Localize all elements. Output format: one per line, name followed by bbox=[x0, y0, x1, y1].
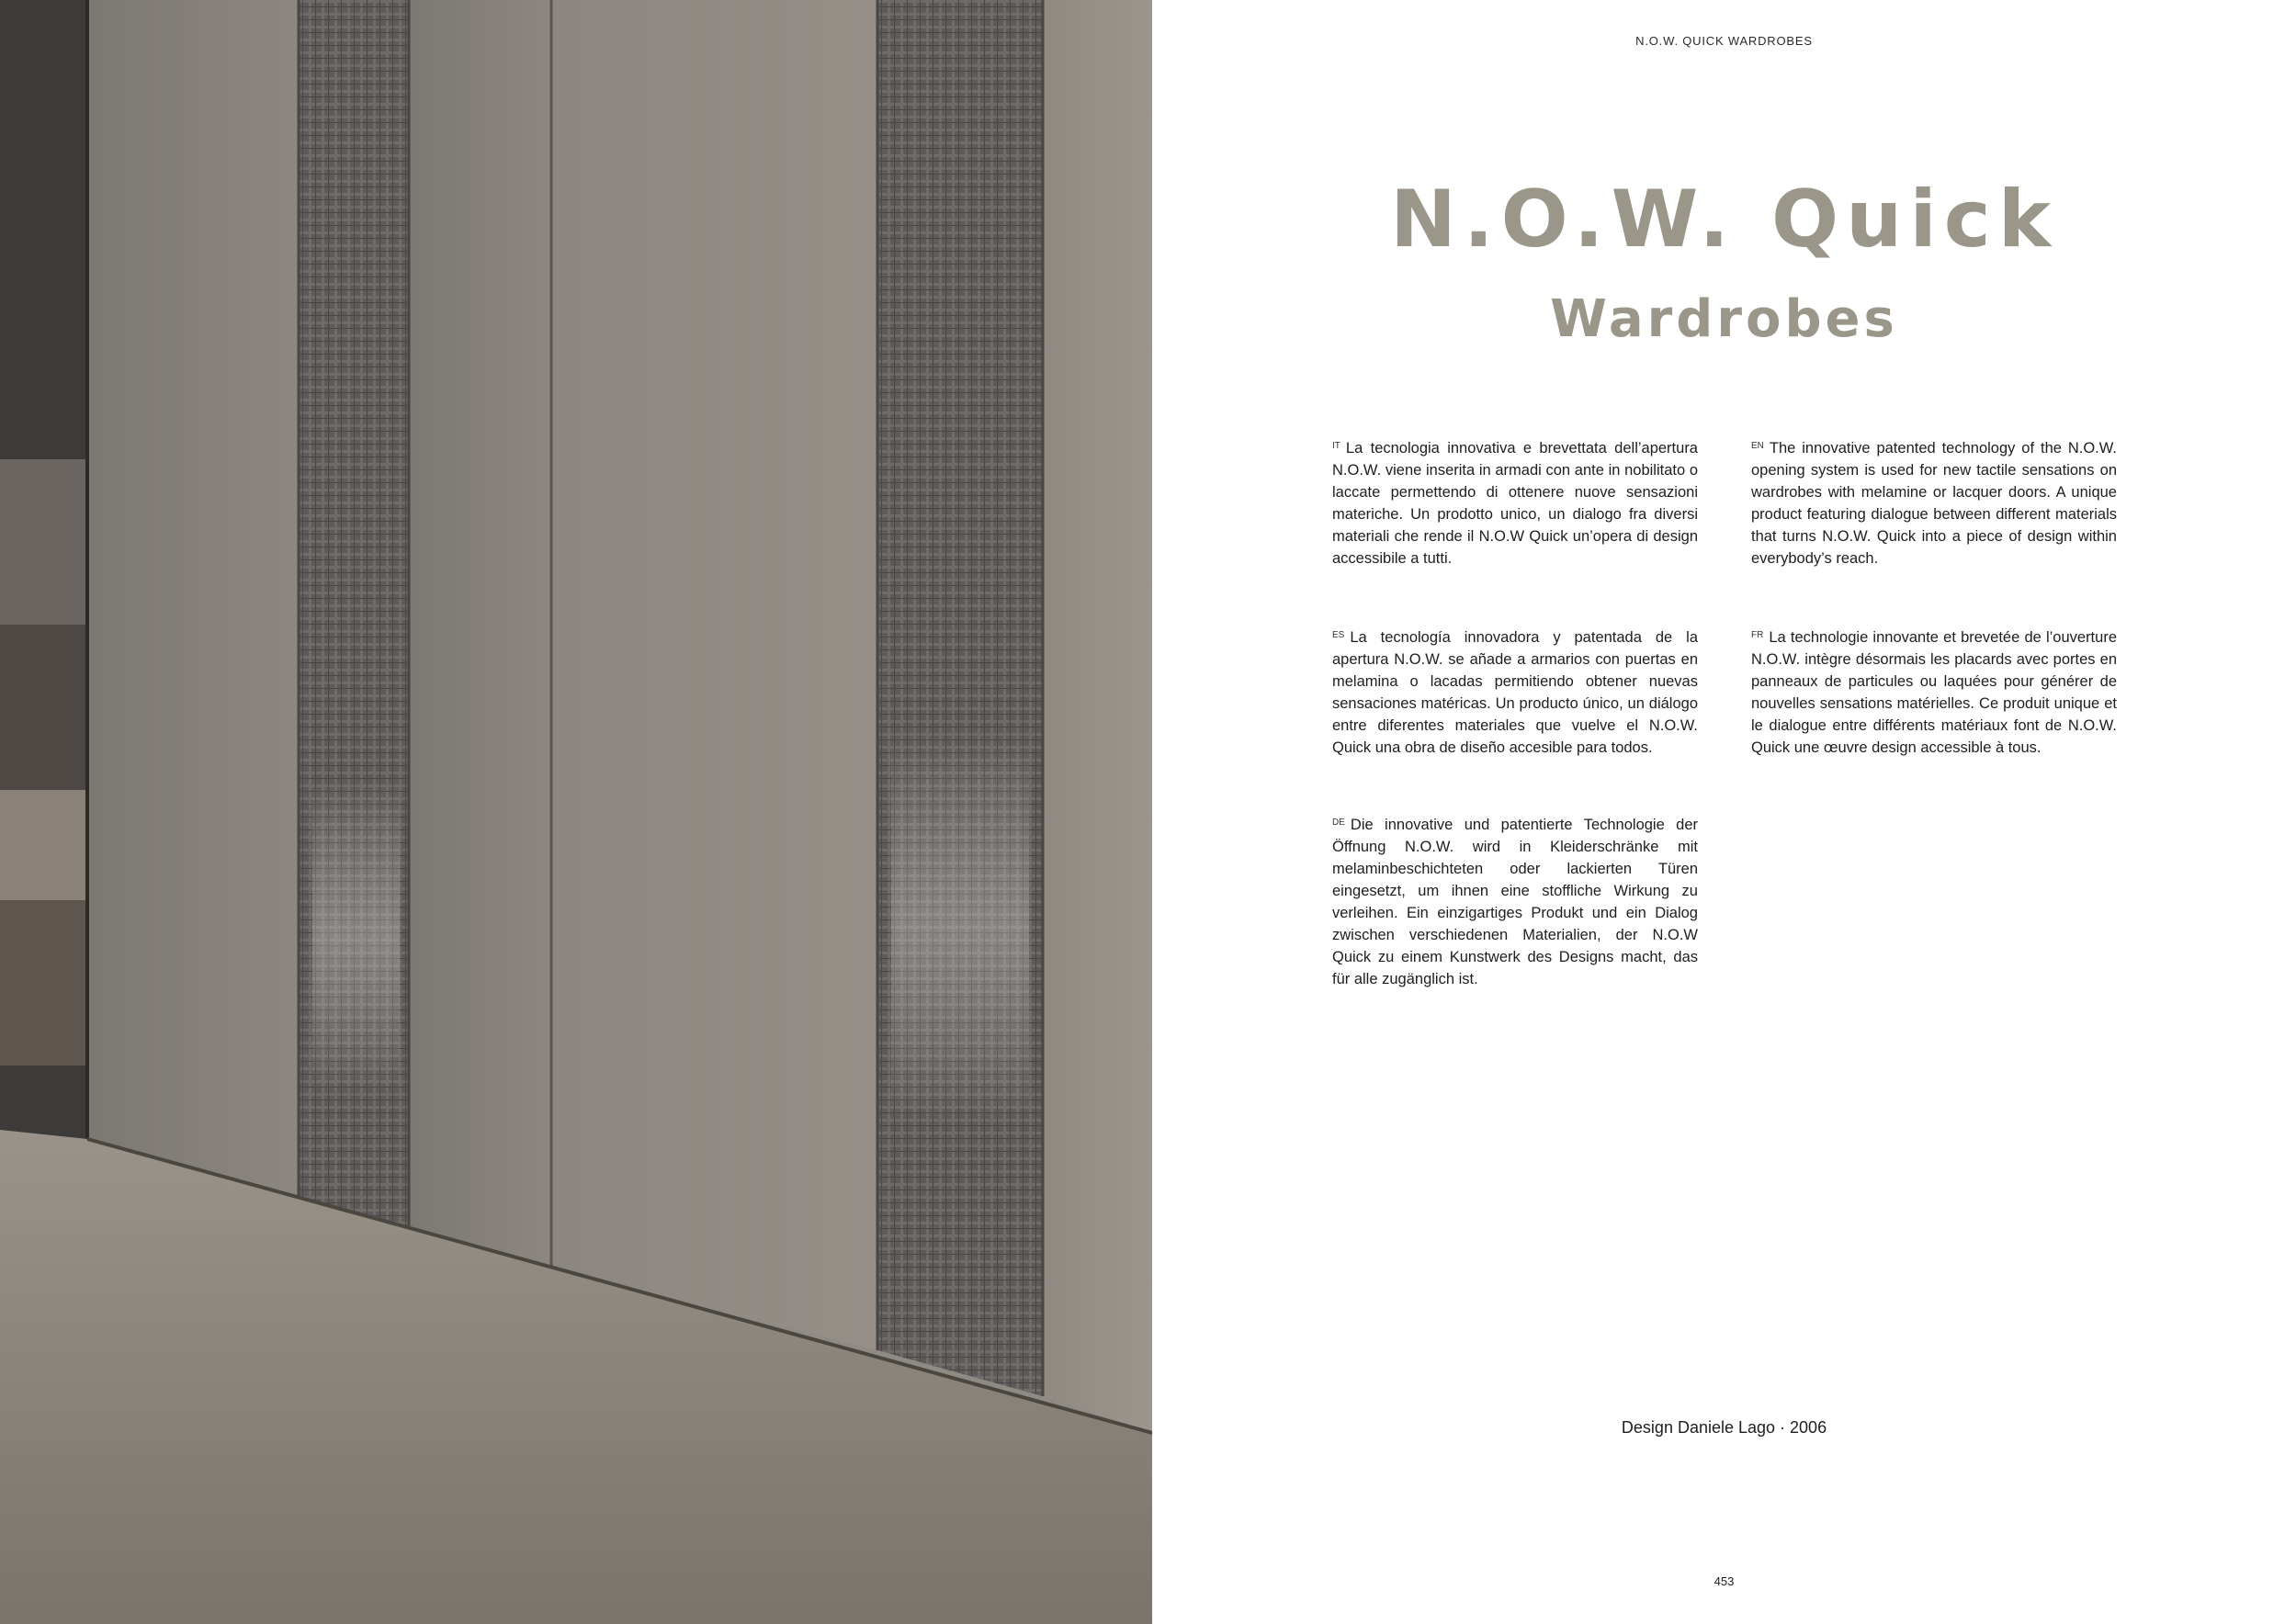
language-label-it: IT bbox=[1332, 441, 1340, 451]
text-block-italian bbox=[1332, 435, 1698, 570]
language-label-fr: FR bbox=[1751, 630, 1764, 640]
page-subtitle: Wardrobes bbox=[1550, 289, 1898, 349]
text-block-spanish bbox=[1332, 625, 1698, 759]
text-block-german bbox=[1332, 812, 1698, 990]
body-text-fr: La technologie innovante et brevetée de l’ouverture N.O.W. intègre désormais les placards avec portes en panneaux de particules ou laquées pour générer de nouvelles sensations matérielles. Ce produit unique et le dialogue entre différents matériaux font de N.O.W. Quick une œuvre design accessible à tous. bbox=[1751, 629, 2117, 756]
language-label-de: DE bbox=[1332, 818, 1345, 828]
text-block-french bbox=[1751, 625, 2117, 759]
text-page bbox=[1152, 0, 2296, 1624]
text-block-english bbox=[1751, 435, 2117, 570]
body-text-de: Die innovative und patentierte Technologie der Öffnung N.O.W. wird in Kleiderschränke mit melaminbeschichteten oder lackierten Türen eingesetzt, um ihnen eine stoffliche Wirkung zu verleihen. Ein einzigartiges Produkt und ein Dialog zwischen verschiedenen Materialien, der N.O.W Quick zu einem Kunstwerk des Designs macht, das für alle zugänglich ist. bbox=[1332, 817, 1698, 987]
language-label-es: ES bbox=[1332, 630, 1345, 640]
design-credit: Design Daniele Lago · 2006 bbox=[1621, 1418, 1827, 1437]
page-number: 453 bbox=[1714, 1574, 1735, 1588]
running-head: N.O.W. QUICK WARDROBES bbox=[1635, 34, 1813, 48]
page-title: N.O.W. Quick bbox=[1390, 174, 2058, 265]
body-text-it: La tecnologia innovativa e brevettata dell’apertura N.O.W. viene inserita in armadi con ante in nobilitato o laccate permettendo di ottenere nuove sensazioni materiche. Un prodotto unico, un dialogo fra diversi materiali che rende il N.O.W Quick un’opera di design accessibile a tutti. bbox=[1332, 440, 1698, 567]
body-text-es: La tecnología innovadora y patentada de la apertura N.O.W. se añade a armarios con puertas en melamina o lacadas permitiendo obtener nuevas sensaciones matéricas. Un producto único, un diálogo entre diferentes materiales que vuelve el N.O.W. Quick una obra de diseño accesible para todos. bbox=[1332, 629, 1698, 756]
language-label-en: EN bbox=[1751, 441, 1764, 451]
body-text-en: The innovative patented technology of the N.O.W. opening system is used for new tactile sensations on wardrobes with melamine or lacquer doors. A unique product featuring dialogue between different materials that turns N.O.W. Quick into a piece of design within everybody’s reach. bbox=[1751, 440, 2117, 567]
